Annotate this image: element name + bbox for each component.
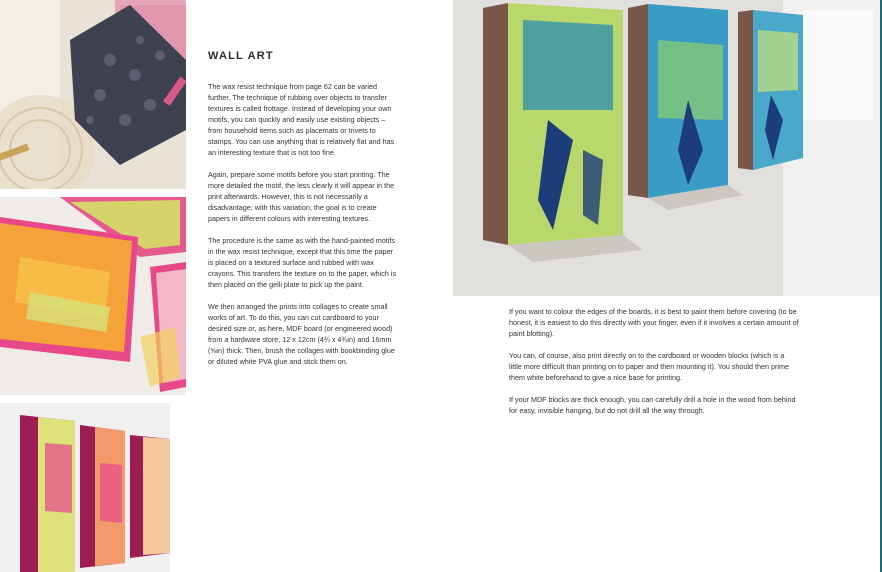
left-paragraph: The wax resist technique from page 62 can be varied further. The technique of rubbing over objects to transfer textures is called frottage. Instead of developing your own motifs, you can quickly and easily use existing objects – from household items such as placemats or trivets to stamps. You can use anything that is relatively flat and has an interesting texture that is not too fine.: [208, 82, 395, 157]
right-text-column: [509, 306, 799, 427]
blocks-illustration: [0, 197, 186, 395]
photo-wall-blocks-pink: [0, 403, 170, 572]
photo-stencil-rubbing: [0, 0, 186, 189]
blue-wall-illustration: [453, 0, 880, 296]
left-paragraph: We then arranged the prints into collages to create small works of art. To do this, you can cut cardboard to your desired size or, as here, MDF board (or engineered wood) from a hardware store, 12 x 12cm (4¾ x 4¾in) and 16mm (⅝in) thick. Then, brush the collages with bookbinding glue or diluted white PVA glue and stick them on.: [208, 302, 395, 366]
photo-wall-blocks-blue: [453, 0, 880, 296]
left-paragraph: The procedure is the same as with the hand-painted motifs in the wax resist technique, except that this time the paper is placed on a textured surface and rubbed with wax crayons. This transfers the texture on to the paper, which is then placed on the gelli plate to pick up the paint.: [208, 236, 397, 289]
left-text-column: [208, 81, 400, 378]
right-paragraph: If you want to colour the edges of the boards, it is best to paint them before covering (to be honest, it is easiest to do this directly with your finger, even if it involves a certain amount of paint blotting).: [509, 307, 799, 338]
stencil-illustration: [0, 0, 186, 189]
right-paragraph: You can, of course, also print directly on to the cardboard or wooden blocks (which is a little more difficult than printing on to paper and then mounting it). You should then prime them white beforehand to give a nice base for printing.: [509, 351, 789, 382]
right-paragraph: If your MDF blocks are thick enough, you can carefully drill a hole in the wood from behind for easy, invisible hanging, but do not drill all the way through.: [509, 395, 796, 415]
article-title: WALL ART: [208, 50, 274, 62]
photo-printed-blocks: [0, 197, 186, 395]
wall-blocks-illustration: [0, 403, 170, 572]
left-paragraph: Again, prepare some motifs before you start printing. The more detailed the motif, the less clearly it will appear in the print afterwards. However, this is not necessarily a disadvantage; with this variation, the goal is to create papers in different colours with interesting textures.: [208, 170, 395, 223]
